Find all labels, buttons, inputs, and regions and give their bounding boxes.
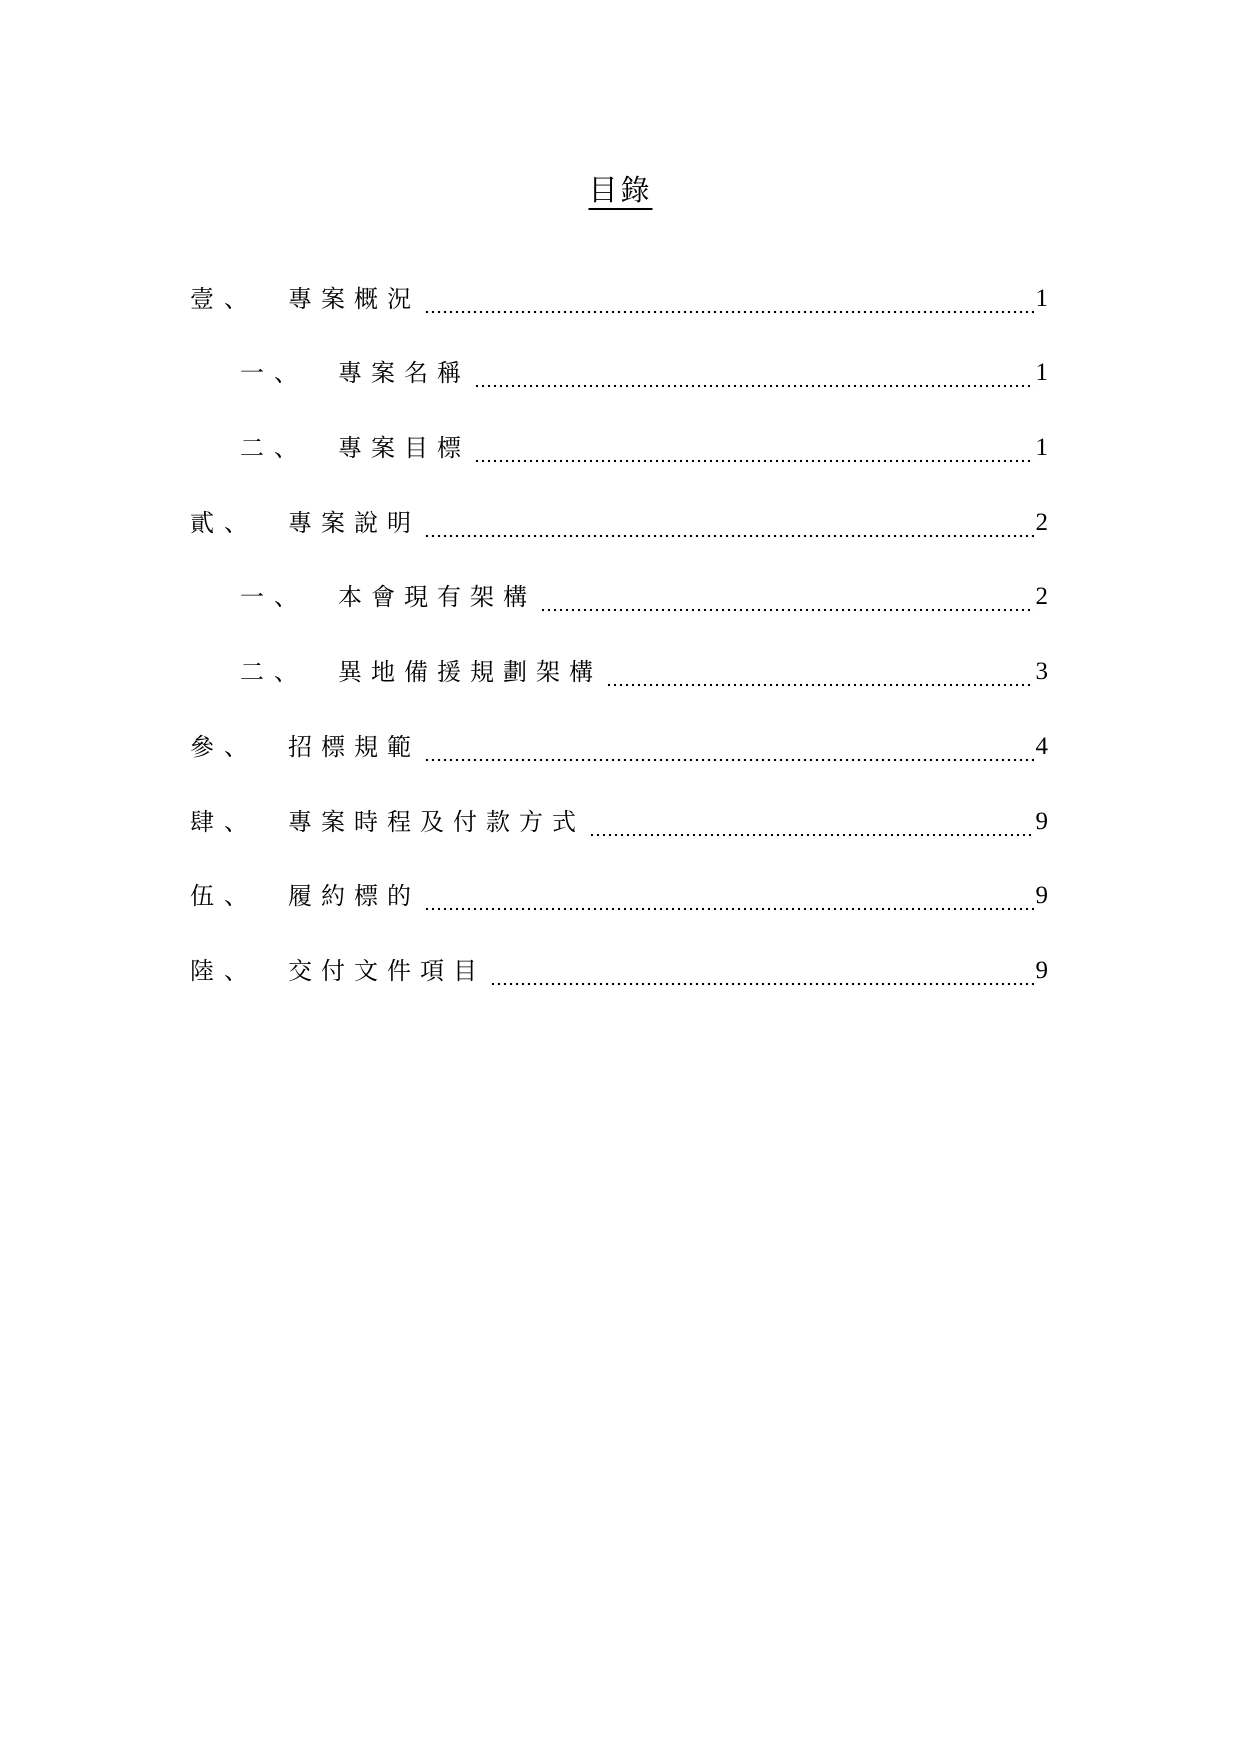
toc-entry-page: 2 bbox=[1035, 509, 1048, 536]
dot-leader bbox=[474, 431, 1034, 465]
toc-entry-number: 二、 bbox=[240, 434, 308, 462]
toc-entry-number: 參、 bbox=[190, 733, 258, 761]
toc-entry-page: 2 bbox=[1035, 583, 1048, 610]
toc-title-text: 目錄 bbox=[588, 173, 653, 207]
toc-entry-label: 本會現有架構 bbox=[338, 583, 536, 611]
dot-leader bbox=[589, 805, 1034, 839]
toc-entry-number: 貳、 bbox=[190, 509, 258, 537]
toc-entry[interactable] bbox=[190, 948, 1048, 988]
toc-entry-number: 伍、 bbox=[190, 882, 258, 910]
toc-entry-page: 1 bbox=[1035, 285, 1048, 312]
toc-entry[interactable] bbox=[190, 276, 1048, 316]
toc-entry-label: 專案概況 bbox=[288, 285, 420, 313]
toc-entry[interactable] bbox=[190, 724, 1048, 764]
toc-entry[interactable] bbox=[240, 350, 1048, 390]
toc-entry-number: 壹、 bbox=[190, 285, 258, 313]
toc-entry[interactable] bbox=[240, 574, 1048, 614]
toc-entry-page: 4 bbox=[1035, 733, 1048, 760]
toc-entry-number: 二、 bbox=[240, 658, 308, 686]
toc-entry-label: 交付文件項目 bbox=[288, 957, 486, 985]
toc-entry-label: 履約標的 bbox=[288, 882, 420, 910]
toc-entry-number: 陸、 bbox=[190, 957, 258, 985]
toc-entry-label: 專案名稱 bbox=[338, 359, 470, 387]
dot-leader bbox=[474, 356, 1034, 390]
toc-entry-page: 9 bbox=[1035, 882, 1048, 909]
toc-entry[interactable] bbox=[190, 500, 1048, 540]
toc-entry-label: 專案說明 bbox=[288, 509, 420, 537]
toc-entry[interactable] bbox=[190, 873, 1048, 913]
toc-entry-page: 9 bbox=[1035, 808, 1048, 835]
toc-entry[interactable] bbox=[190, 799, 1048, 839]
dot-leader bbox=[424, 506, 1034, 540]
toc-entry-label: 專案時程及付款方式 bbox=[288, 808, 585, 836]
dot-leader bbox=[606, 655, 1034, 689]
toc-entry-number: 一、 bbox=[240, 359, 308, 387]
toc-entry-label: 異地備援規劃架構 bbox=[338, 658, 602, 686]
dot-leader bbox=[424, 730, 1034, 764]
dot-leader bbox=[424, 282, 1034, 316]
toc-entry-page: 1 bbox=[1035, 434, 1048, 461]
dot-leader bbox=[490, 954, 1034, 988]
toc-entry-label: 招標規範 bbox=[288, 733, 420, 761]
toc-entry-page: 3 bbox=[1035, 658, 1048, 685]
toc-entry-number: 一、 bbox=[240, 583, 308, 611]
toc-entry[interactable] bbox=[240, 425, 1048, 465]
toc-entry-page: 9 bbox=[1035, 957, 1048, 984]
toc-entry[interactable] bbox=[240, 649, 1048, 689]
dot-leader bbox=[424, 879, 1034, 913]
toc-entry-page: 1 bbox=[1035, 359, 1048, 386]
toc-entry-label: 專案目標 bbox=[338, 434, 470, 462]
toc-entry-number: 肆、 bbox=[190, 808, 258, 836]
dot-leader bbox=[540, 580, 1034, 614]
